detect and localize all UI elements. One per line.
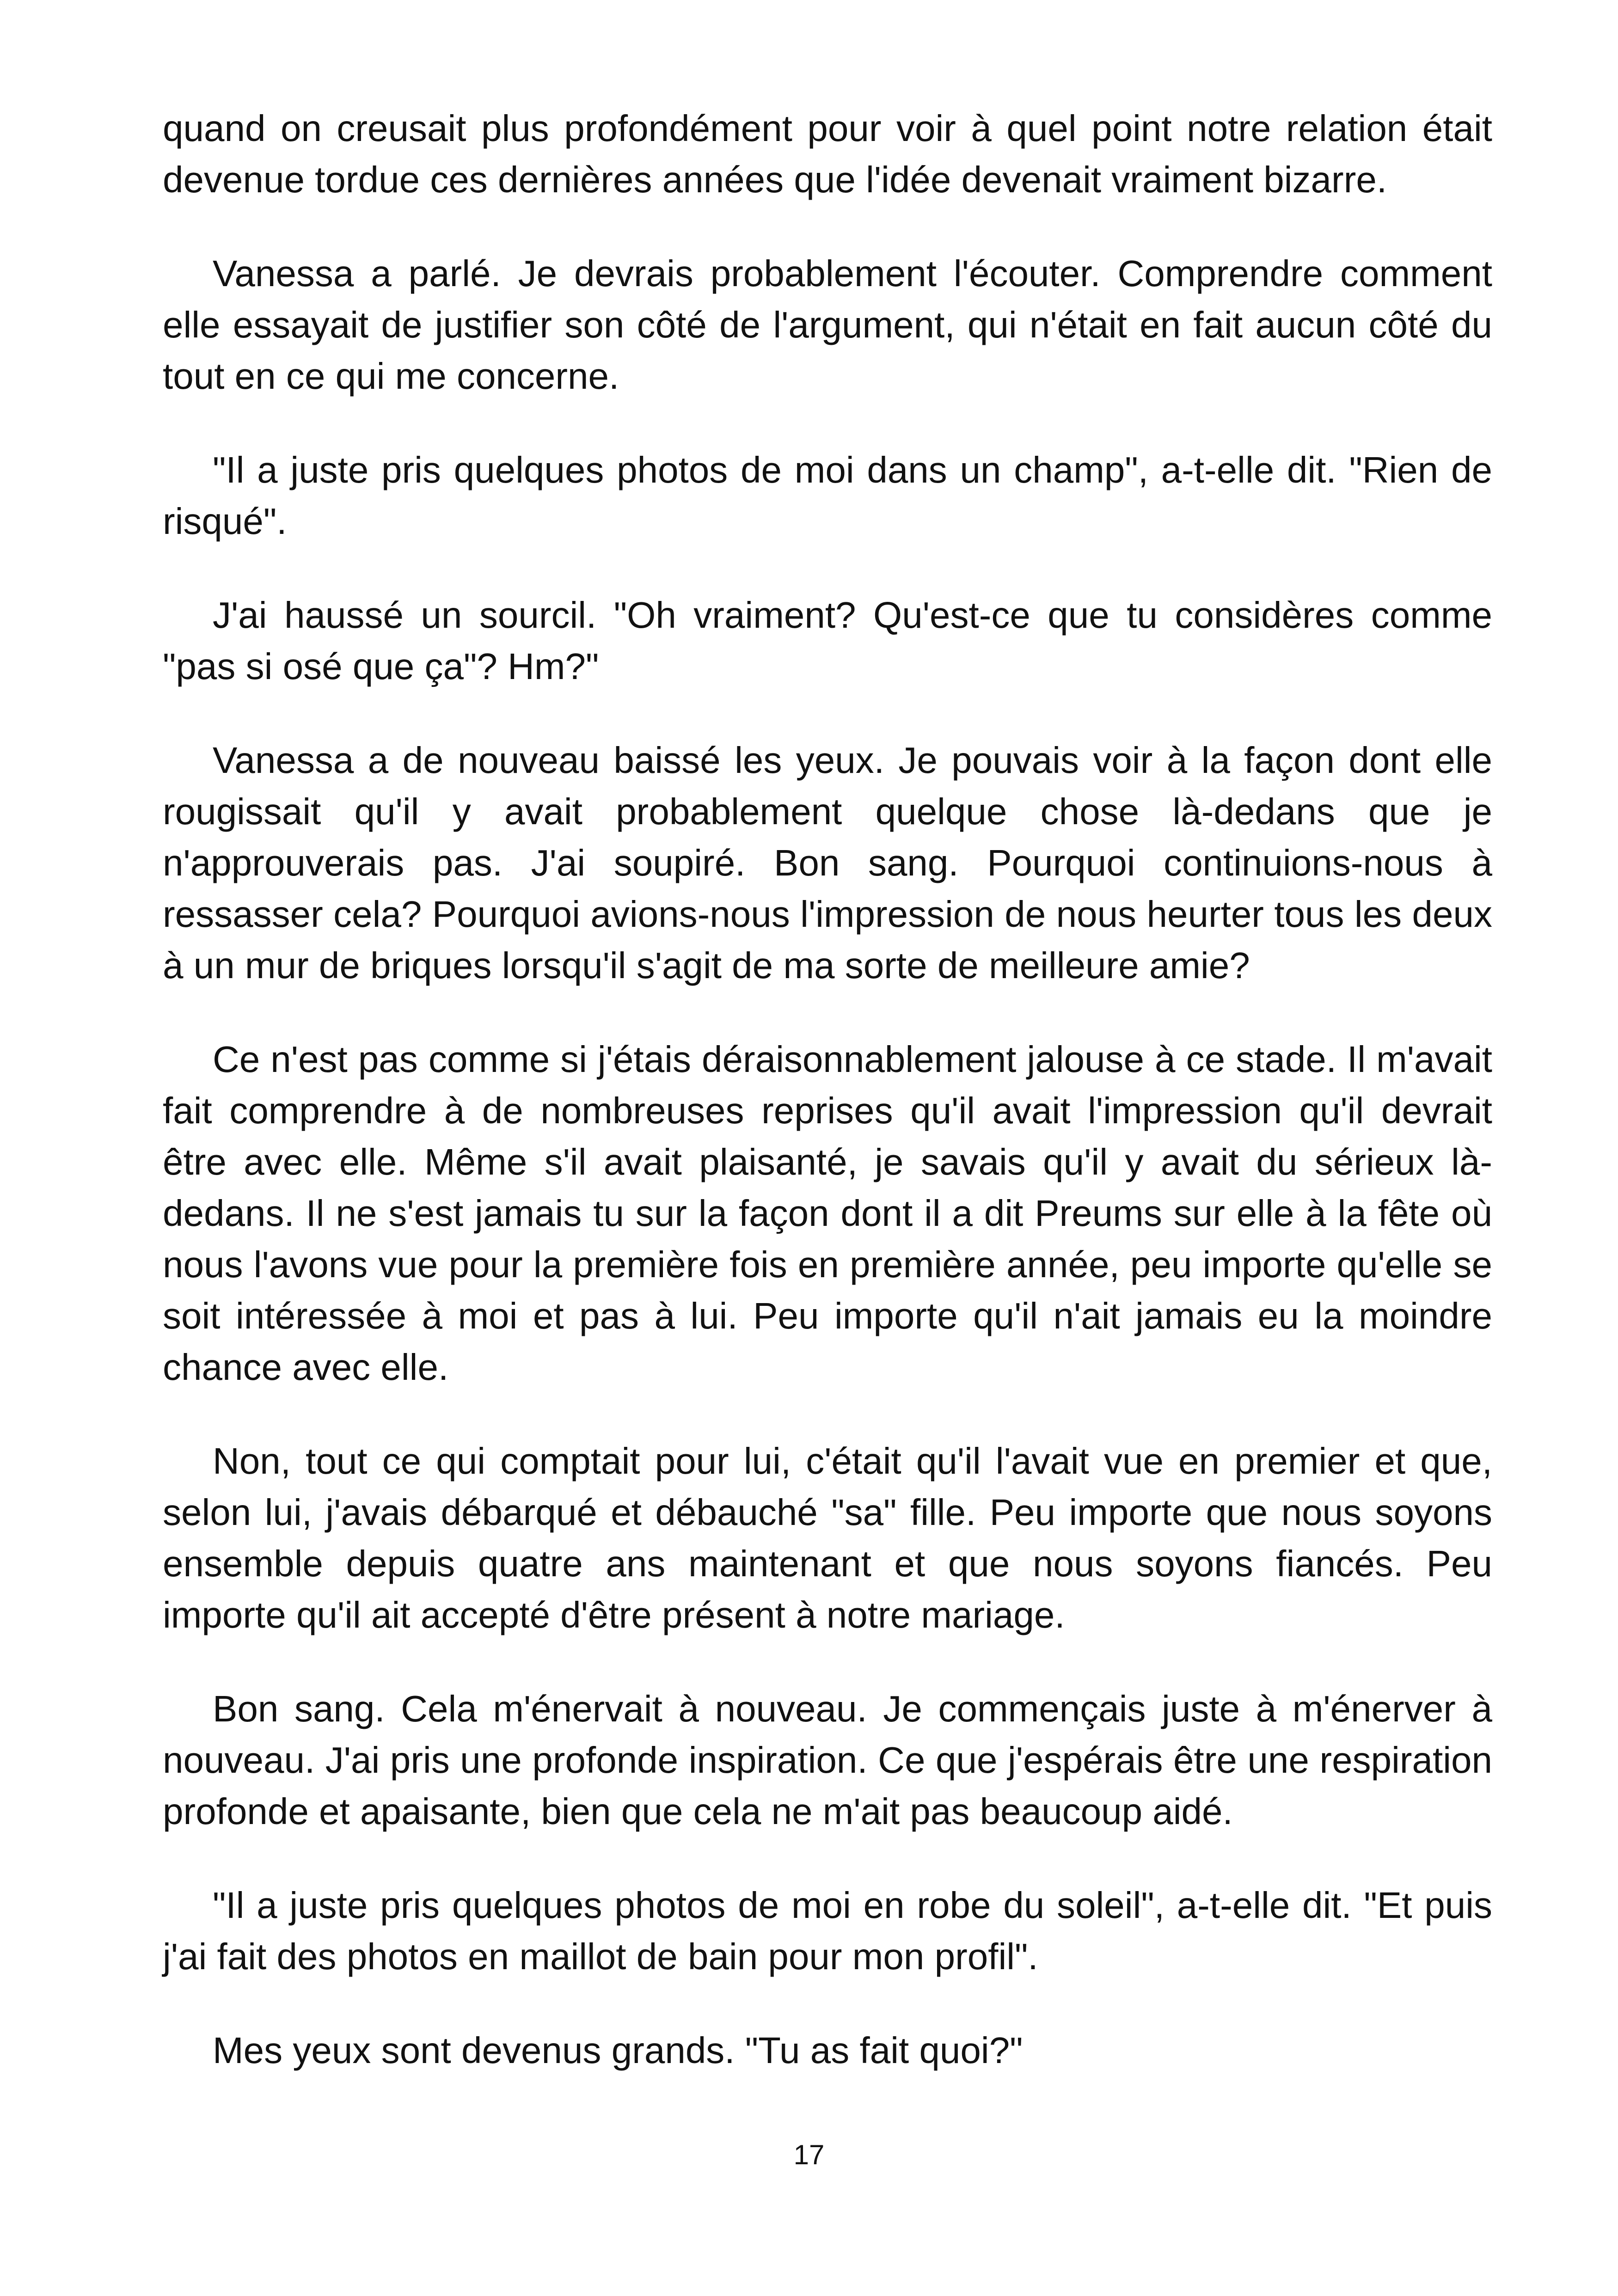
paragraph-9: "Il a juste pris quelques photos de moi en robe du soleil", a-t-elle dit. "Et puis j'ai fait des photos en maillot de bain pour mon profil". (163, 1885, 1492, 1977)
page-number: 17 (793, 2139, 825, 2170)
paragraph-2: Vanessa a parlé. Je devrais probablement l'écouter. Comprendre comment elle essayait de justifier son côté de l'argument, qui n'était en fait aucun côté du tout en ce qui me concerne. (163, 253, 1492, 397)
paragraph-10: Mes yeux sont devenus grands. "Tu as fait quoi?" (213, 2030, 1023, 2071)
paragraph-5: Vanessa a de nouveau baissé les yeux. Je pouvais voir à la façon dont elle rougissait qu'il y avait probablement quelque chose là-dedans que je n'approuverais pas. J'ai soupiré. Bon sang. Pourquoi continuions-nous à ressasser cela? Pourquoi avions-nous l'impression de nous heurter tous les deux à un mur de briques lorsqu'il s'agit de ma sorte de meilleure amie? (163, 740, 1492, 986)
paragraph-1: quand on creusait plus profondément pour voir à quel point notre relation était devenue tordue ces dernières années que l'idée devenait vraiment bizarre. (163, 108, 1492, 200)
body-text (163, 103, 1492, 2118)
paragraph-4: J'ai haussé un sourcil. "Oh vraiment? Qu'est-ce que tu considères comme "pas si osé que ça"? Hm?" (163, 594, 1492, 687)
paragraph-6: Ce n'est pas comme si j'étais déraisonnablement jalouse à ce stade. Il m'avait fait comprendre à de nombreuses reprises qu'il avait l'impression qu'il devrait être avec elle. Même s'il avait plaisanté, je savais qu'il y avait du sérieux là-dedans. Il ne s'est jamais tu sur la façon dont il a dit Preums sur elle à la fête où nous l'avons vue pour la première fois en première année, peu importe qu'elle se soit intéressée à moi et pas à lui. Peu importe qu'il n'ait jamais eu la moindre chance avec elle. (163, 1039, 1492, 1388)
paragraph-7: Non, tout ce qui comptait pour lui, c'était qu'il l'avait vue en premier et que, selon lui, j'avais débarqué et débauché "sa" fille. Peu importe que nous soyons ensemble depuis quatre ans maintenant et que nous soyons fiancés. Peu importe qu'il ait accepté d'être présent à notre mariage. (163, 1440, 1492, 1635)
paragraph-3: "Il a juste pris quelques photos de moi dans un champ", a-t-elle dit. "Rien de risqué". (163, 449, 1492, 542)
paragraph-8: Bon sang. Cela m'énervait à nouveau. Je commençais juste à m'énerver à nouveau. J'ai pris une profonde inspiration. Ce que j'espérais être une respiration profonde et apaisante, bien que cela ne m'ait pas beaucoup aidé. (163, 1688, 1492, 1832)
